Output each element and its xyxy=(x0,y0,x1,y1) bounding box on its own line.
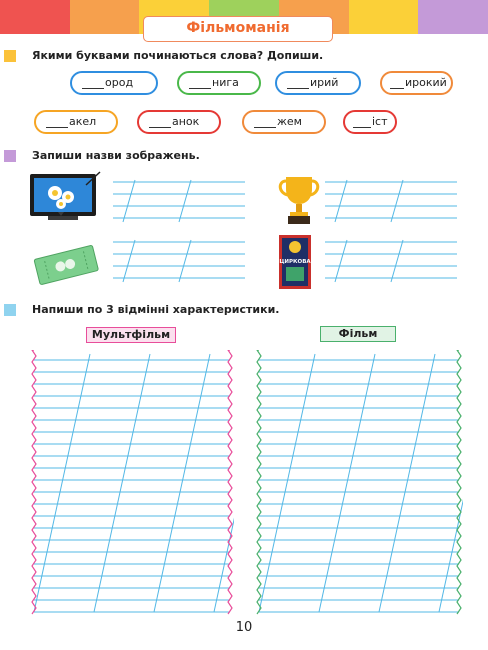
strip-segment xyxy=(418,0,488,34)
task-marker xyxy=(4,50,16,62)
ruling-line xyxy=(259,354,315,612)
cartoon-header: Мультфільм xyxy=(86,327,176,343)
writing-lines[interactable] xyxy=(113,236,245,286)
answer-blank[interactable] xyxy=(254,115,276,128)
word-pill[interactable] xyxy=(137,110,221,134)
tv-icon xyxy=(28,171,104,225)
word-pill[interactable] xyxy=(275,71,361,95)
wavy-border xyxy=(457,350,461,614)
task-1-text: Якими буквами починаються слова? Допиши. xyxy=(32,49,324,62)
answer-blank[interactable] xyxy=(353,115,371,128)
ruling-line xyxy=(123,240,135,282)
writing-lines[interactable] xyxy=(325,236,457,286)
film-writing-area[interactable] xyxy=(255,350,463,616)
popcorn-icon xyxy=(276,233,314,291)
wavy-border xyxy=(228,350,232,614)
ruling-line xyxy=(379,354,435,612)
writing-lines[interactable] xyxy=(325,176,457,226)
task-3-text: Напиши по 3 відмінні характеристики. xyxy=(32,303,280,316)
ruling-line xyxy=(319,354,375,612)
task-2-text: Запиши назви зображень. xyxy=(32,149,200,162)
cartoon-writing-area[interactable] xyxy=(30,350,234,616)
ruling-line xyxy=(123,180,135,222)
word-suffix: нига xyxy=(212,76,239,89)
ruling-line xyxy=(391,240,403,282)
answer-blank[interactable] xyxy=(149,115,171,128)
ruling-line xyxy=(335,240,347,282)
word-suffix: ирокий xyxy=(405,76,447,89)
word-suffix: акел xyxy=(69,115,97,128)
wavy-border xyxy=(32,350,36,614)
word-suffix: ород xyxy=(105,76,134,89)
word-pill[interactable] xyxy=(343,110,397,134)
ruling-line xyxy=(391,180,403,222)
film-header: Фільм xyxy=(320,326,396,342)
page-number: 10 xyxy=(235,620,253,635)
page-title: Фільмоманія xyxy=(143,16,333,42)
ruling-line xyxy=(154,354,210,612)
ticket-icon xyxy=(30,242,102,286)
word-pill[interactable] xyxy=(70,71,158,95)
word-suffix: ирий xyxy=(310,76,339,89)
box-label: ЦИРКОВА xyxy=(279,259,311,265)
ruling-line xyxy=(179,180,191,222)
ruling-line xyxy=(439,354,463,612)
ruling-line xyxy=(94,354,150,612)
trophy-icon xyxy=(276,173,322,227)
word-pill[interactable] xyxy=(177,71,261,95)
word-suffix: анок xyxy=(172,115,200,128)
word-suffix: жем xyxy=(277,115,302,128)
strip-segment xyxy=(349,0,419,34)
wavy-border xyxy=(257,350,261,614)
task-marker xyxy=(4,304,16,316)
ruling-line xyxy=(335,180,347,222)
ruling-line xyxy=(34,354,90,612)
word-pill[interactable] xyxy=(34,110,118,134)
writing-lines[interactable] xyxy=(113,176,245,226)
strip-segment xyxy=(70,0,140,34)
word-pill[interactable] xyxy=(380,71,453,95)
ruling-line xyxy=(179,240,191,282)
answer-blank[interactable] xyxy=(82,76,104,89)
answer-blank[interactable] xyxy=(390,76,404,89)
answer-blank[interactable] xyxy=(287,76,309,89)
strip-segment xyxy=(0,0,70,34)
word-pill[interactable] xyxy=(242,110,326,134)
answer-blank[interactable] xyxy=(189,76,211,89)
answer-blank[interactable] xyxy=(46,115,68,128)
task-marker xyxy=(4,150,16,162)
word-suffix: іст xyxy=(372,115,388,128)
